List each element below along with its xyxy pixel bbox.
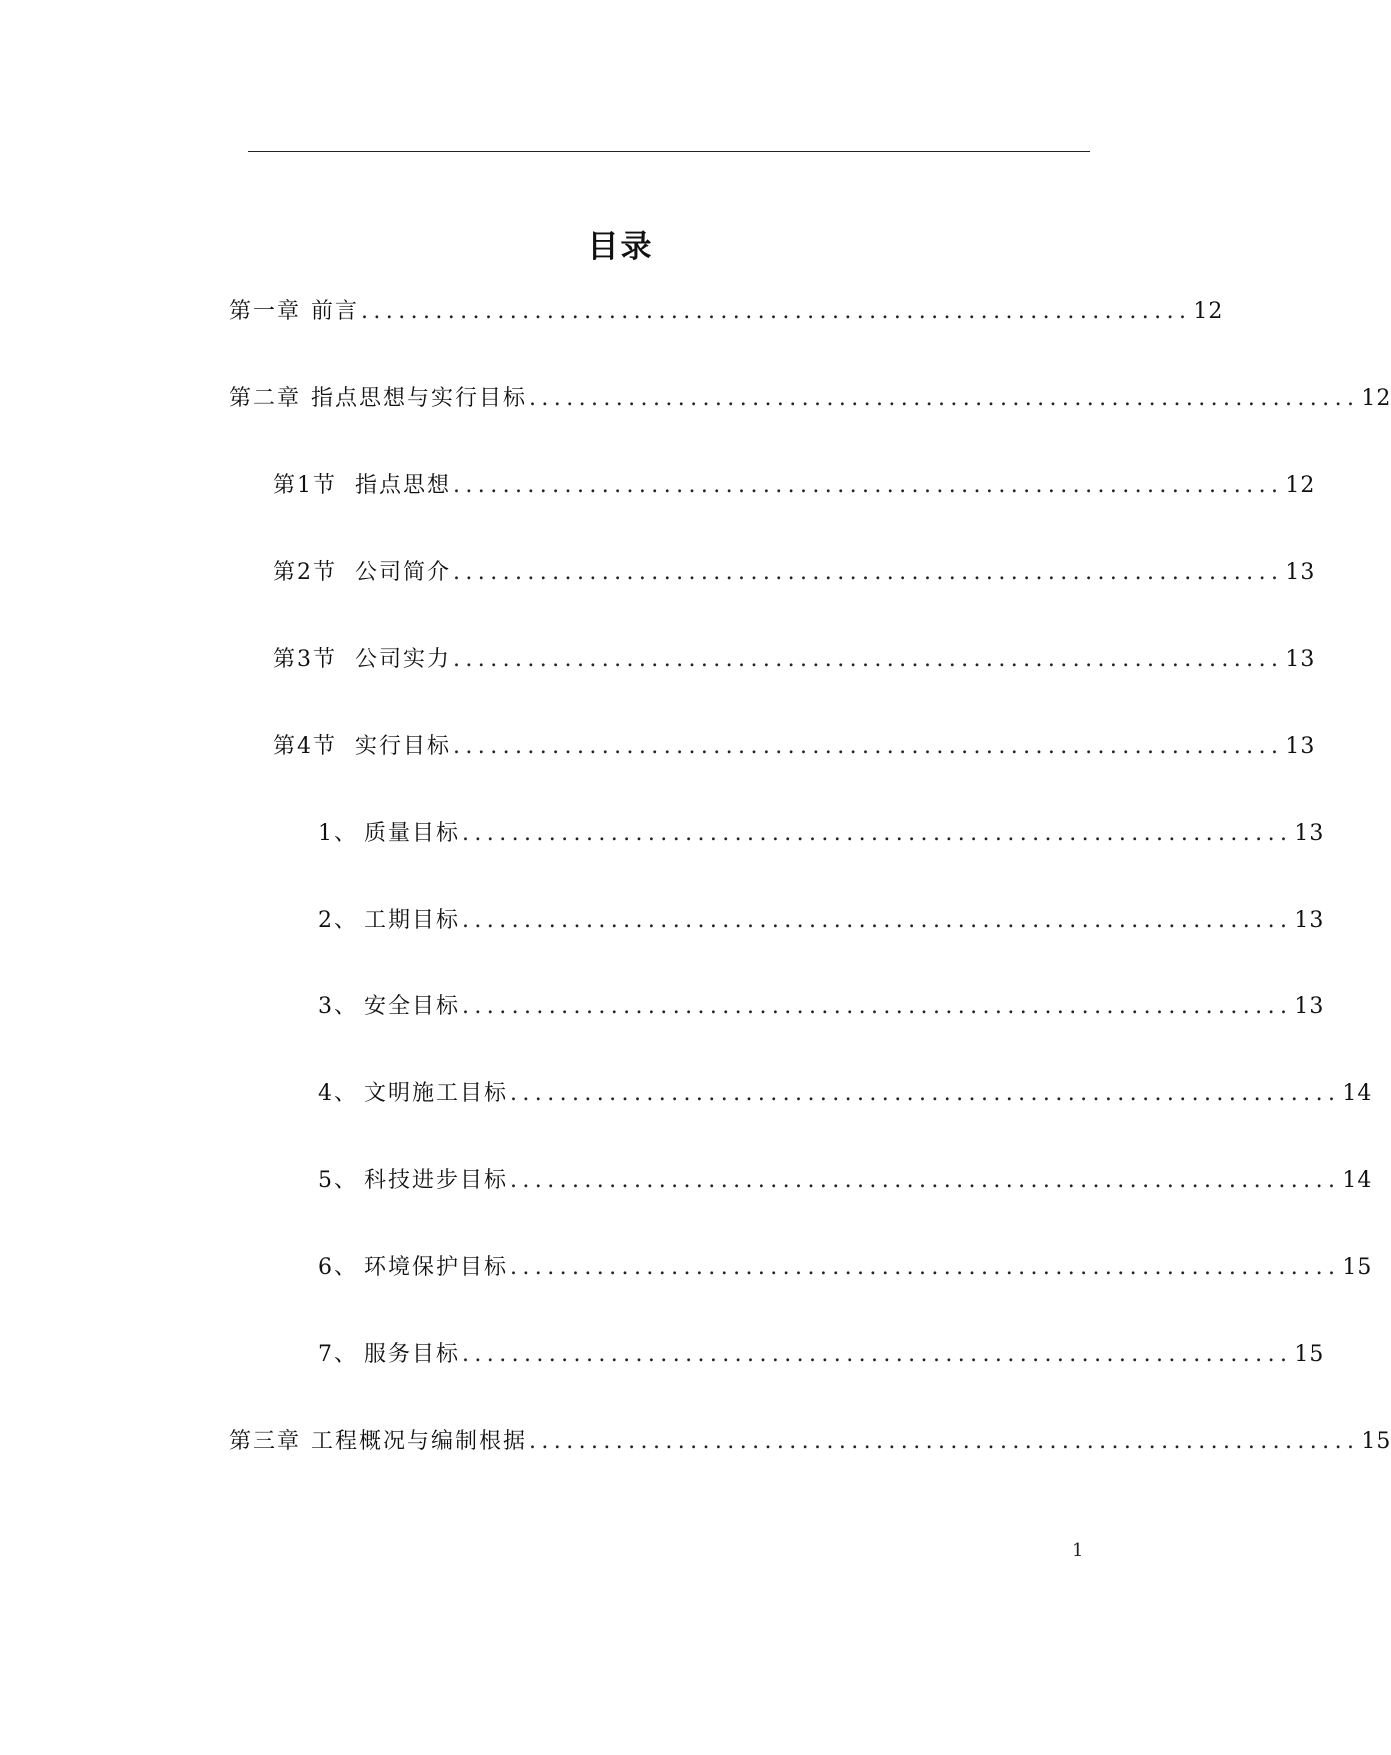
toc-leader-dots: ................................................................... [462, 1342, 1293, 1367]
toc-entry-title: 服务目标 [364, 1342, 461, 1367]
toc-entry-title: 工期目标 [364, 908, 461, 933]
toc-entry-number: 7、 [318, 1342, 358, 1367]
toc-entry-number: 5、 [318, 1168, 358, 1193]
toc-entry-title: 实行目标 [355, 734, 452, 759]
toc-entry-page: 12 [1285, 473, 1316, 498]
toc-entry-section-3[interactable] [273, 644, 1316, 676]
toc-entry-number: 2、 [318, 908, 358, 933]
toc-entry-chapter-1[interactable] [229, 296, 1224, 328]
toc-entry-item-7[interactable] [318, 1339, 1325, 1371]
toc-entry-item-5[interactable] [318, 1165, 1373, 1197]
toc-leader-dots: ................................................................... [529, 386, 1360, 411]
toc-leader-dots: ................................................................... [462, 821, 1293, 846]
toc-entry-title: 公司简介 [355, 560, 452, 585]
toc-entry-title: 科技进步目标 [364, 1168, 509, 1193]
toc-leader-dots: ................................................................... [529, 1429, 1360, 1454]
toc-entry-page: 14 [1342, 1168, 1373, 1193]
toc-entry-item-2[interactable] [318, 905, 1325, 937]
toc-entry-title: 公司实力 [355, 647, 452, 672]
toc-entry-section-2[interactable] [273, 557, 1316, 589]
toc-entry-section-4[interactable] [273, 731, 1316, 763]
toc-leader-dots: ................................................................... [510, 1168, 1341, 1193]
toc-leader-dots: ................................................................... [453, 734, 1284, 759]
toc-entry-page: 15 [1342, 1255, 1373, 1280]
toc-entry-page: 13 [1294, 994, 1325, 1019]
toc-leader-dots: ................................................................... [453, 473, 1284, 498]
toc-title: 目录 [587, 228, 654, 265]
toc-entry-page: 12 [1193, 299, 1224, 324]
toc-leader-dots: ................................................................... [453, 560, 1284, 585]
toc-entry-number: 第1节 [273, 473, 337, 498]
toc-entry-number: 3、 [318, 994, 358, 1019]
toc-entry-title: 环境保护目标 [364, 1255, 509, 1280]
toc-entry-item-6[interactable] [318, 1252, 1373, 1284]
toc-entry-title: 安全目标 [364, 994, 461, 1019]
toc-entry-title: 质量目标 [364, 821, 461, 846]
toc-entry-title: 前言 [311, 299, 360, 324]
toc-entry-page: 13 [1285, 560, 1316, 585]
toc-leader-dots: ................................................................... [462, 994, 1293, 1019]
toc-entry-title: 指点思想 [355, 473, 452, 498]
toc-leader-dots: ................................................................... [453, 647, 1284, 672]
toc-leader-dots: ................................................................... [462, 908, 1293, 933]
toc-entry-number: 第一章 [229, 299, 302, 324]
toc-entry-number: 6、 [318, 1255, 358, 1280]
toc-entry-page: 13 [1285, 734, 1316, 759]
toc-entry-number: 第二章 [229, 386, 302, 411]
toc-entry-page: 15 [1361, 1429, 1391, 1454]
toc-entry-number: 4、 [318, 1081, 358, 1106]
toc-entry-page: 13 [1294, 821, 1325, 846]
toc-entry-chapter-2[interactable] [229, 383, 1391, 415]
toc-entry-page: 13 [1285, 647, 1316, 672]
toc-leader-dots: ................................................................... [510, 1081, 1341, 1106]
page-number: 1 [1072, 1540, 1084, 1561]
toc-entry-number: 第4节 [273, 734, 337, 759]
toc-entry-page: 12 [1361, 386, 1391, 411]
toc-entry-chapter-3[interactable] [229, 1426, 1391, 1458]
toc-entry-item-3[interactable] [318, 991, 1325, 1023]
toc-leader-dots: ................................................................... [510, 1255, 1341, 1280]
toc-entry-number: 1、 [318, 821, 358, 846]
toc-entry-item-1[interactable] [318, 818, 1325, 850]
toc-entry-number: 第三章 [229, 1429, 302, 1454]
toc-entry-title: 工程概况与编制根据 [311, 1429, 528, 1454]
toc-entry-title: 文明施工目标 [364, 1081, 509, 1106]
toc-entry-number: 第3节 [273, 647, 337, 672]
toc-entry-page: 13 [1294, 908, 1325, 933]
toc-entry-page: 14 [1342, 1081, 1373, 1106]
toc-entry-title: 指点思想与实行目标 [311, 386, 528, 411]
toc-leader-dots: ................................................................... [361, 299, 1192, 324]
toc-entry-section-1[interactable] [273, 470, 1316, 502]
toc-entry-item-4[interactable] [318, 1078, 1373, 1110]
toc-entry-number: 第2节 [273, 560, 337, 585]
toc-entry-page: 15 [1294, 1342, 1325, 1367]
